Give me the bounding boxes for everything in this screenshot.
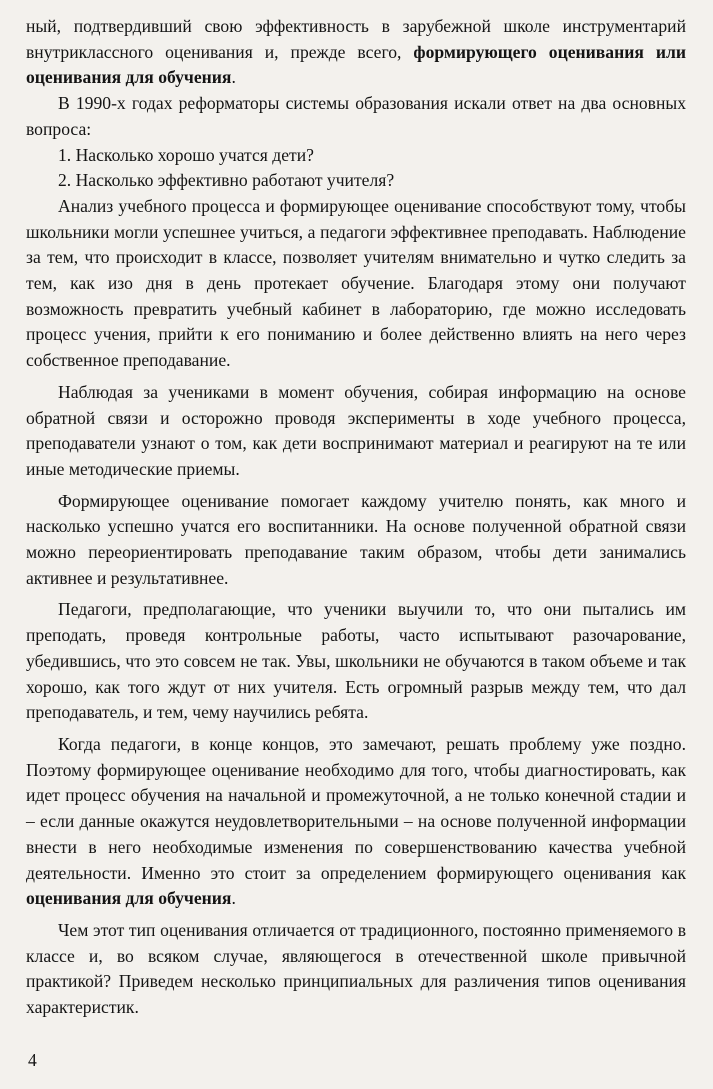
paragraph-diagnosis <box>26 732 686 912</box>
bold-term: формирующего оценивания или оценивания для обучения <box>26 41 686 88</box>
paragraph-reformers: В 1990-х годах реформаторы системы образования искали ответ на два основных вопроса: <box>26 93 686 139</box>
paragraph-question: Чем этот тип оценивания отличается от традиционного, постоянно применяемого в классе и, во всяком случае, являющегося в отечественной школе привычной практикой? Приведем несколько принципиальных для различения типов оценивания характеристик. <box>26 919 686 1018</box>
paragraph-observation: Наблюдая за учениками в момент обучения, собирая информацию на основе обратной связи и осторожно проводя эксперименты в ходе учебного процесса, преподаватели узнают о том, как дети воспринимают материал и реагируют на те или иные методические приемы. <box>26 381 686 479</box>
paragraph-formative: Формирующее оценивание помогает каждому учителю понять, как много и насколько успешно учатся его воспитанники. На основе полученной обратной связи можно переориентировать преподавание таким образом, чтобы дети занимались активнее и результативнее. <box>26 490 686 588</box>
body-text <box>26 14 686 1021</box>
paragraph-text: ный, подтвердивший свою эффективность в зарубежной школе инструментарий внутриклассного оценивания и, прежде всего, <box>26 16 686 62</box>
paragraph-analysis: Анализ учебного процесса и формирующее оценивание способствуют тому, чтобы школьники могли успешнее учиться, а педагоги эффективнее преподавать. Наблюдение за тем, что происходит в классе, позволяет учителям внимательно и чутко следить за тем, как изо дня в день протекает обучение. Благодаря этому они получают возможность превратить учебный кабинет в лабораторию, где можно исследовать процесс учения, прийти к его пониманию и более действенно влиять на него через собственное преподавание. <box>26 195 686 371</box>
question-1: 1. Насколько хорошо учатся дети? <box>58 144 314 165</box>
paragraph-continuation <box>26 14 686 91</box>
bold-term: оценивания для обучения <box>26 888 232 909</box>
question-2: 2. Насколько эффективно работают учителя? <box>58 170 395 191</box>
punctuation: . <box>231 888 236 909</box>
paragraph-text: Когда педагоги, в конце концов, это замечают, решать проблему уже поздно. Поэтому формирующее оценивание необходимо для того, чтобы диагностировать, как идет процесс обучения на начальной и промежуточной, а не только конечной стадии и – если данные окажутся неудовлетворительными – на основе полученной информации внести в него необходимые изменения по совершенствованию качества учебной деятельности. Именно это стоит за определением формирующего оценивания как <box>26 733 686 883</box>
punctuation: . <box>231 67 236 88</box>
paragraph-teachers: Педагоги, предполагающие, что ученики выучили то, что они пытались им преподать, проведя контрольные работы, часто испытывают разочарование, убедившись, что это совсем не так. Увы, школьники не обучаются в таком объеме и так хорошо, как того ждут от них учителя. Есть огромный разрыв между тем, что дал преподаватель, и тем, чему научились ребята. <box>26 599 686 723</box>
page-number: 4 <box>28 1050 37 1070</box>
